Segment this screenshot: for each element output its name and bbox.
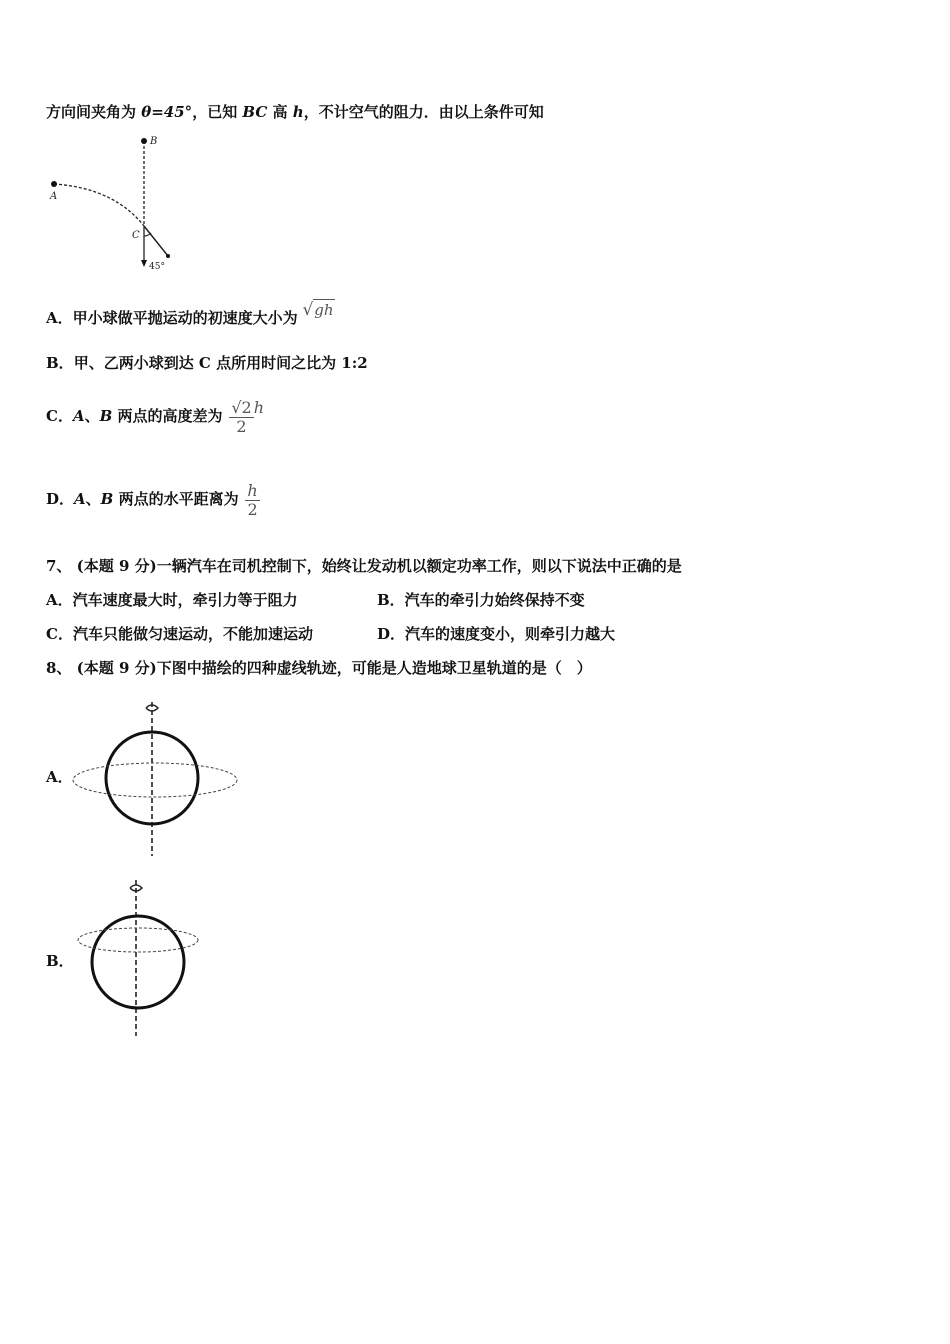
angle-label: 45° [149, 262, 165, 272]
label-b: B [150, 136, 158, 147]
velocity-line [144, 226, 168, 256]
sqrt-gh: √gh [302, 300, 334, 320]
option-7a: A．汽车速度最大时，牵引力等于阻力 [46, 591, 298, 609]
equatorial-orbit [73, 763, 237, 797]
label-a: A [50, 191, 58, 202]
angle-arc [144, 233, 151, 236]
option-7b: B．汽车的牵引力始终保持不变 [377, 591, 585, 609]
q7-row1 [46, 590, 585, 610]
fraction-h-over-2: $\frac{h}{2}$ [247, 480, 258, 519]
vertical-arrowhead [141, 260, 147, 267]
option-6c: C．A、B 两点的高度差为 $\frac{√2}{2}$ h [46, 397, 264, 436]
orbit-figure-a [70, 698, 240, 858]
point-a [51, 181, 57, 187]
orbit-figure-b [70, 878, 210, 1038]
option-6d: D．A、B 两点的水平距离为 $\frac{h}{2}$ [46, 480, 258, 519]
question-7-stem: 7、 (本题 9 分)一辆汽车在司机控制下，始终让发动机以额定功率工作，则以下说法中正确的是 [46, 557, 682, 575]
intro-text: 方向间夹角为 θ=45°，已知 BC 高 h，不计空气的阻力．由以上条件可知 [46, 103, 544, 121]
point-b [141, 138, 147, 144]
option-8b-label: B． [46, 952, 74, 970]
option-6a: A．甲小球做平抛运动的初速度大小为 √gh [46, 300, 334, 327]
projectile-diagram [44, 132, 184, 274]
option-6b: B．甲、乙两小球到达 C 点所用时间之比为 1:2 [46, 354, 368, 372]
option-7c: C．汽车只能做匀速运动，不能加速运动 [46, 625, 313, 643]
fraction-sqrt2-over-2: $\frac{√2}{2}$ [231, 397, 252, 436]
question-8-stem: 8、 (本题 9 分)下图中描绘的四种虚线轨迹，可能是人造地球卫星轨道的是（ ） [46, 659, 592, 677]
option-7d: D．汽车的速度变小，则牵引力越大 [377, 625, 616, 643]
label-c: C [132, 230, 140, 241]
option-8a-label: A． [46, 768, 73, 786]
trajectory-curve [54, 184, 144, 226]
q7-row2 [46, 624, 616, 644]
velocity-tip [166, 254, 170, 258]
